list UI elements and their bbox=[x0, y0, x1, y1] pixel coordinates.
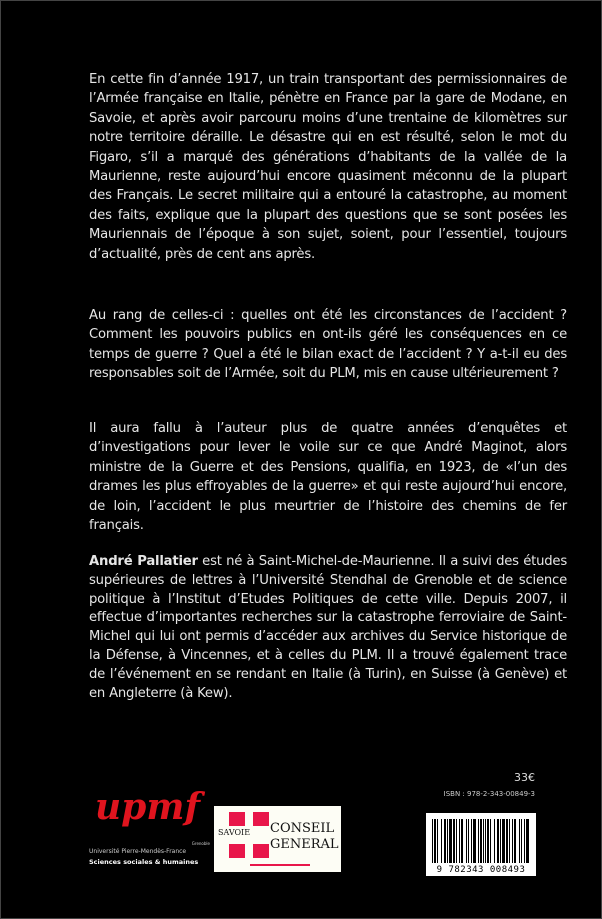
barcode-number: 9 782343 008493 bbox=[436, 865, 526, 875]
barcode-bar bbox=[485, 819, 486, 863]
barcode-bar bbox=[483, 819, 484, 863]
barcode-bar bbox=[512, 819, 513, 863]
barcode-bar bbox=[432, 819, 433, 863]
barcode-bar bbox=[453, 819, 455, 863]
upmf-university: Université Pierre-Mendès-France bbox=[89, 848, 187, 855]
conseil-general-label: CONSEIL GENERAL bbox=[270, 821, 339, 852]
summary-paragraph-2: Au rang de celles-ci : quelles ont été les circonstances de l’accident ? Comment les pouvoirs publics en ont-ils géré les conséquences en ce temps de guerre ? Quel a été le bilan exact de l’accident ? Y a-t-il eu des responsables soit de l’Armée, soit du PLM, mis en cause ultérieurement ? bbox=[89, 308, 567, 382]
barcode-bar bbox=[519, 819, 520, 863]
barcode-bar bbox=[466, 819, 467, 863]
price: 33€ bbox=[514, 771, 535, 784]
isbn: ISBN : 978-2-343-00849-3 bbox=[443, 790, 535, 798]
barcode-bar bbox=[473, 819, 476, 863]
summary-paragraph-1: En cette fin d’année 1917, un train transportant des permissionnaires de l’Armée française en Italie, pénètre en France par la gare de Modane, en Savoie, et après avoir parcouru moins d’une trentaine de kilomètres sur notre territoire déraille. Le désastre qui en est résulté, selon le mot du Figaro, s’il a marqué des générations d’habitants de la vallée de la Maurienne, reste aujourd’hui encore quasiment méconnu de la plupart des Français. Le secret militaire qui a entouré la catastrophe, au moment des faits, explique que la plupart des questions que se sont posées les Mauriennais de l’époque à son sujet, soient, pour l’essentiel, toujours d’actualité, près de cent ans après. bbox=[89, 72, 567, 262]
barcode bbox=[426, 813, 536, 876]
barcode-bar bbox=[506, 819, 508, 863]
barcode-bar bbox=[437, 819, 438, 863]
upmf-city: Grenoble bbox=[191, 841, 210, 846]
barcode-bar bbox=[524, 819, 525, 863]
barcode-bar bbox=[490, 819, 491, 863]
savoie-cross-square bbox=[229, 844, 245, 858]
barcode-bar bbox=[447, 819, 448, 863]
savoie-cross-square bbox=[253, 812, 269, 826]
author-bio bbox=[89, 553, 567, 703]
barcode-bar bbox=[494, 819, 495, 863]
barcode-bar bbox=[478, 819, 479, 863]
barcode-bar bbox=[441, 819, 442, 863]
barcode-bar bbox=[461, 819, 463, 863]
savoie-cross-square bbox=[229, 812, 245, 826]
upmf-wordmark: upmf bbox=[95, 786, 200, 828]
barcode-bar bbox=[526, 819, 529, 863]
barcode-bar bbox=[468, 819, 469, 863]
barcode-bar bbox=[444, 819, 446, 863]
barcode-bar bbox=[459, 819, 460, 863]
barcode-bar bbox=[497, 819, 499, 863]
barcode-bar bbox=[502, 819, 505, 863]
barcode-bar bbox=[500, 819, 501, 863]
savoie-cross-square bbox=[253, 844, 269, 858]
upmf-tagline: Sciences sociales & humaines bbox=[89, 858, 199, 866]
bio-text: est né à Saint-Michel-de-Maurienne. Il a suivi des études supérieures de lettres à l’Université Stendhal de Grenoble et de science politique à l’Institut d’Etudes Politiques de cette ville. Depuis 2007, il effectue d’importantes recherches sur la catastrophe ferroviaire de Saint-Michel qui lui ont permis d’accéder aux archives du Service historique de la Défense, à Vincennes, et à celles du PLM. Il a trouvé également trace de l’événement en se rendant en Italie (à Turin), en Suisse (à Genève) et en Angleterre (à Kew). bbox=[89, 554, 567, 701]
barcode-bar bbox=[434, 819, 436, 863]
conseil-general-logo bbox=[214, 806, 341, 872]
summary-paragraph-3: Il aura fallu à l’auteur plus de quatre années d’enquêtes et d’investigations pour lever le voile sur ce que André Maginot, alors ministre de la Guerre et des Pensions, qualifia, en 1923, de «l’un des drames les plus effroyables de la guerre» et qui reste aujourd’hui encore, de loin, l’accident le plus meurtrier de l’histoire des chemins de fer français. bbox=[89, 421, 567, 534]
logo-underline bbox=[250, 864, 310, 866]
barcode-bar bbox=[521, 819, 522, 863]
barcode-bar bbox=[471, 819, 472, 863]
barcode-bar bbox=[480, 819, 482, 863]
barcode-bars bbox=[432, 819, 530, 863]
barcode-bar bbox=[487, 819, 489, 863]
savoie-label: SAVOIE bbox=[218, 828, 251, 837]
upmf-logo bbox=[89, 786, 214, 876]
barcode-bar bbox=[514, 819, 516, 863]
barcode-bar bbox=[509, 819, 510, 863]
barcode-bar bbox=[449, 819, 452, 863]
author-name: André Pallatier bbox=[89, 554, 198, 569]
barcode-bar bbox=[456, 819, 457, 863]
